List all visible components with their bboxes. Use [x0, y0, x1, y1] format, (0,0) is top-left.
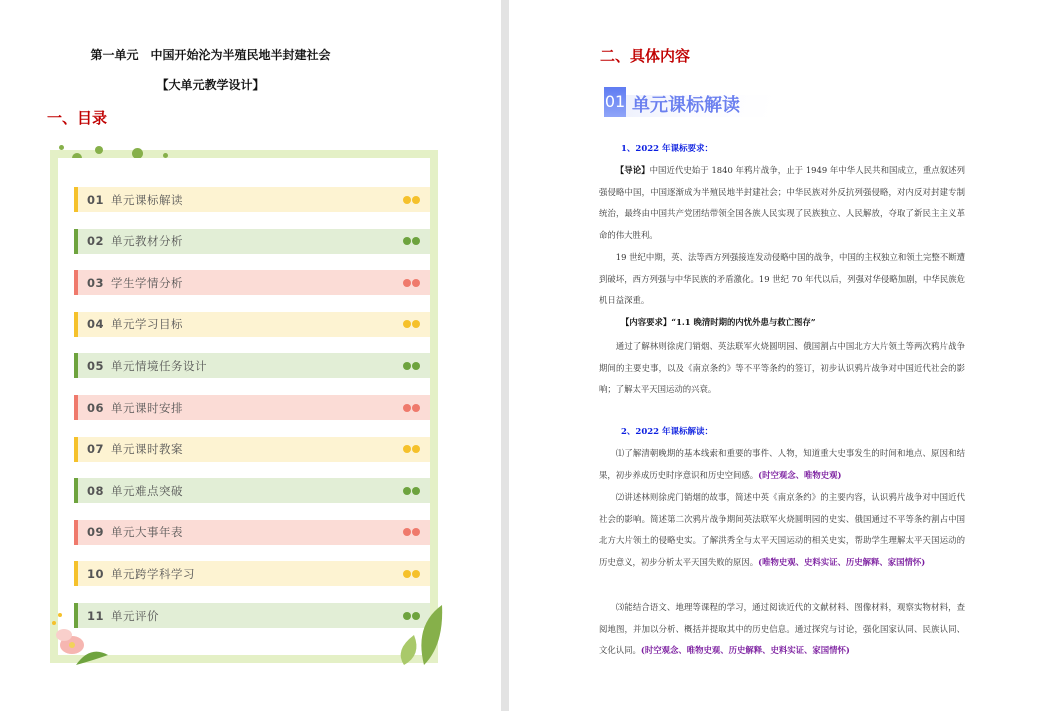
toc-item-bar [74, 437, 78, 462]
toc-item-number: 02 [87, 234, 105, 249]
toc-item-number: 04 [87, 317, 105, 332]
standard-requirement-heading: 1、2022 年课标要求： [621, 144, 714, 154]
decor-dot [95, 146, 103, 154]
toc-item[interactable] [74, 437, 430, 462]
requirement-paragraph: 通过了解林则徐虎门销烟、英法联军火烧圆明园、俄国割占中国北方大片领土等两次鸦片战争期间的主要史事，以及《南京条约》等不平等条约的签订，初步认识鸦片战争对中国近代社会的影响；了解太平天国运动的兴衰。 [599, 341, 965, 394]
toc-item[interactable] [74, 520, 430, 545]
toc-item[interactable] [74, 561, 430, 586]
interpretation-item-1 [599, 443, 965, 486]
toc-item-label: 单元跨学科学习 [111, 566, 195, 581]
toc-item[interactable] [74, 187, 430, 212]
guide-text: 中国近代史始于 1840 年鸦片战争，止于 1949 年中华人民共和国成立，重点叙述列强侵略中国，中国逐渐成为半殖民地半封建社会；中华民族对外反抗列强侵略，对内反对封建专制统治，最终由中国共产党团结带领全国各族人民实现了民族独立、人民解放，夺取了新民主主义革命的伟大胜利。 [599, 165, 965, 240]
toc-item-label: 单元学习目标 [111, 317, 183, 332]
toc-item-dots-icon [403, 404, 420, 412]
toc-item-label: 单元课时安排 [111, 400, 183, 415]
toc-item[interactable] [74, 312, 430, 337]
toc-item-bar [74, 229, 78, 254]
interpretation-item-2 [599, 487, 965, 573]
toc-item-bar [74, 353, 78, 378]
toc-item-dots-icon [403, 320, 420, 328]
item-3-text: ⑶能结合语文、地理等课程的学习，通过阅读近代的文献材料、图像材料，观察实物材料，查阅地图，并加以分析、概括并提取其中的历史信息。通过探究与讨论，强化国家认同、民族认同、文化认同。 [599, 602, 965, 655]
toc-item-bar [74, 187, 78, 212]
toc-item-dots-icon [403, 362, 420, 370]
toc-item-dots-icon [403, 237, 420, 245]
left-page [0, 0, 501, 711]
item-3-literacy-tags: (时空观念、唯物史观、历史解释、史料实证、家国情怀) [640, 645, 850, 655]
toc-item[interactable] [74, 478, 430, 503]
toc-item-label: 单元大事年表 [111, 525, 183, 540]
toc-item-dots-icon [403, 528, 420, 536]
toc-item-bar [74, 520, 78, 545]
interpretation-item-3 [599, 597, 965, 662]
toc-item-label: 单元情境任务设计 [111, 358, 207, 373]
toc-item-bar [74, 561, 78, 586]
toc-item-dots-icon [403, 570, 420, 578]
toc-item-number: 08 [87, 483, 105, 498]
toc-item-number: 03 [87, 275, 105, 290]
toc-item-number: 06 [87, 400, 105, 415]
toc-item-number: 01 [87, 192, 105, 207]
guide-tag: 【导论】 [615, 165, 650, 175]
toc-item-label: 单元课时教案 [111, 442, 183, 457]
toc-item-number: 10 [87, 566, 105, 581]
badge-number: 01 [604, 87, 626, 117]
toc-heading: 一、目录 [47, 109, 108, 127]
toc-item-dots-icon [403, 279, 420, 287]
content-heading: 二、具体内容 [600, 47, 691, 65]
leaf-decor-icon [394, 605, 444, 665]
item-2-text: ⑵讲述林则徐虎门销烟的故事，简述中英《南京条约》的主要内容，认识鸦片战争对中国近代社会的影响。简述第二次鸦片战争期间英法联军火烧圆明园的史实、俄国通过不平等条约割占中国北方大片领土的侵略史实。了解洪秀全与太平天国运动的相关史实，帮助学生理解太平天国运动的历史意义，初步分析太平天国失败的原因。 [599, 492, 965, 567]
toc-item[interactable] [74, 395, 430, 420]
toc-frame [50, 150, 438, 663]
item-1-text: ⑴了解清朝晚期的基本线索和重要的事件、人物，知道重大史事发生的时间和地点、原因和结果，初步养成历史时序意识和历史空间感。 [599, 448, 965, 480]
background-paragraph: 19 世纪中期，英、法等西方列强接连发动侵略中国的战争，中国的主权独立和领土完整不断遭到破坏，西方列强与中华民族的矛盾激化。19 世纪 70 年代以后，列强对华侵略加剧，中华民族危机日益深重。 [599, 252, 965, 305]
badge-label: 单元课标解读 [632, 95, 740, 116]
content-requirement: 【内容要求】“1.1 晚清时期的内忧外患与救亡图存” [621, 317, 816, 327]
toc-item-dots-icon [403, 445, 420, 453]
toc-item-number: 11 [87, 608, 105, 623]
toc-item-label: 单元课标解读 [111, 192, 183, 207]
toc-item-label: 单元难点突破 [111, 483, 183, 498]
page-gutter [501, 0, 509, 711]
toc-item-dots-icon [403, 196, 420, 204]
toc-item[interactable] [74, 353, 430, 378]
design-title: 【大单元教学设计】 [156, 78, 265, 92]
toc-list [58, 158, 430, 655]
toc-item-bar [74, 270, 78, 295]
toc-item-label: 学生学情分析 [111, 275, 183, 290]
toc-item-bar [74, 312, 78, 337]
flower-decor-icon [46, 605, 116, 665]
toc-item-dots-icon [403, 487, 420, 495]
toc-item-bar [74, 395, 78, 420]
toc-item-label: 单元评价 [111, 608, 159, 623]
toc-item-bar [74, 478, 78, 503]
toc-item-number: 09 [87, 525, 105, 540]
section-badge [604, 87, 774, 121]
item-1-literacy-tags: (时空观念、唯物史观) [758, 469, 842, 480]
right-page [509, 0, 1039, 711]
toc-item-number: 07 [87, 442, 105, 457]
toc-item-label: 单元教材分析 [111, 234, 183, 249]
toc-item[interactable] [74, 229, 430, 254]
toc-item-number: 05 [87, 358, 105, 373]
guide-paragraph [599, 160, 965, 246]
unit-title: 第一单元 中国开始沦为半殖民地半封建社会 [90, 48, 331, 62]
toc-item[interactable] [74, 603, 430, 628]
toc-item[interactable] [74, 270, 430, 295]
standard-interpretation-heading: 2、2022 年课标解读： [621, 427, 714, 437]
item-2-literacy-tags: (唯物史观、史料实证、历史解释、家国情怀) [758, 556, 926, 567]
decor-dot [59, 145, 64, 150]
